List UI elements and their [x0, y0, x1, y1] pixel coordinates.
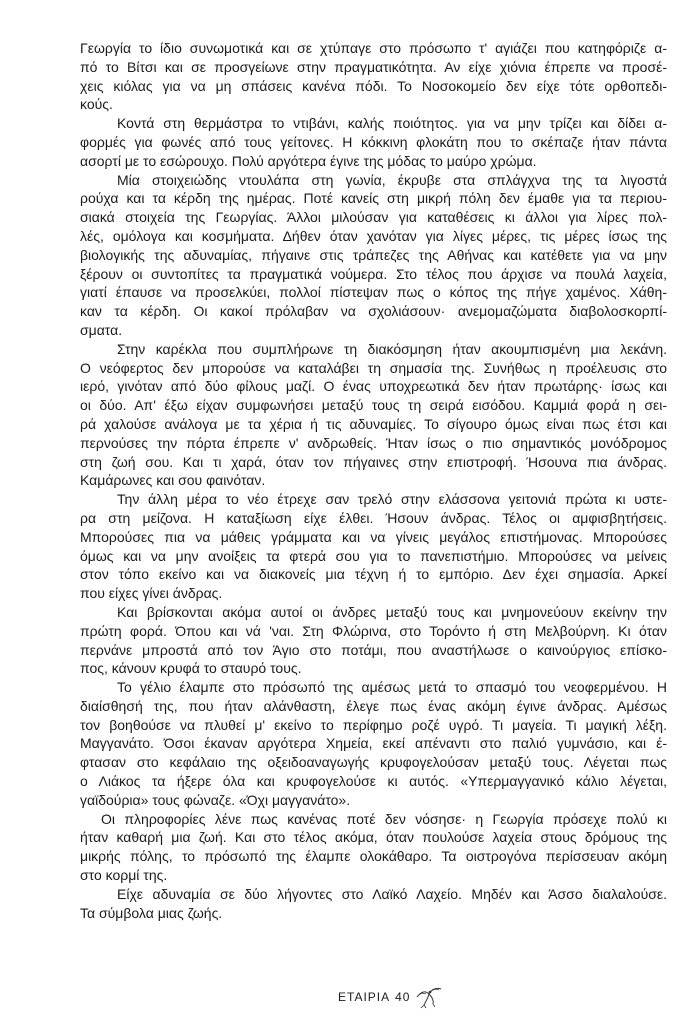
text-line: περνάνε μπροστά από τον Άγιο στο ποτάμι, που αναστήλωσε ο καινούργιος επίσκο- — [80, 641, 667, 658]
text-line: ο Λιάκος τα ήξερε όλα και κρυφογελούσε κι αυτός. «Υπερμαγγανικό κάλιο λέγεται, — [80, 773, 667, 790]
text-line: όμως και να μην ανοίξεις τα φτερά σου για το πανεπιστήμιο. Μπορούσες να μείνεις — [80, 547, 667, 564]
text-line: φτασαν στο κεφάλαιο της οξειδοαναγωγής κρυφογελούσαν μεταξύ τους. Λέγεται πως — [80, 754, 667, 771]
text-line: ήταν καθαρή μια ζωή. Και στο τέλος ακόμα, όταν πουλούσε λαχεία στους δρόμους της — [80, 829, 667, 846]
text-line: στον τόπο εκείνο και να διακονείς μια τέχνη ή το εμπόριο. Δεν έχει σημασία. Αρκεί — [80, 566, 667, 583]
text-line: ιερό, γινόταν από δύο φίλους μαζί. Ο ένας υποχρεωτικά δεν ήταν πρωτάρης· ίσως και — [80, 378, 667, 395]
text-line: πρώτη φορά. Όπου και νά 'ναι. Στη Φλώρινα, στο Τορόντο ή στη Μελβούρνη. Κι όταν — [80, 622, 667, 639]
text-line: μικρής πόλης, το πρόσωπό της έλαμπε ολοκάθαρο. Τα οιστρογόνα περίσσευαν ακόμη — [80, 848, 667, 865]
text-line: στο κορμί της. — [80, 867, 168, 884]
paragraph — [80, 885, 667, 923]
paragraph — [80, 114, 667, 170]
text-line: Στην καρέκλα που συμπλήρωνε τη διακόσμηση ήταν ακουμπισμένη μια λεκάνη. — [117, 340, 667, 357]
text-line: βιολογικής της αδυναμίας, πήγαινε στις τράπεζες της Αθήνας και κατέθετε για να μην — [80, 246, 667, 263]
page-number: 40 — [395, 990, 411, 1004]
text-line: Είχε αδυναμία σε δύο λήγοντες στο Λαϊκό Λαχείο. Μηδέν και Άσσο διαλαλούσε. — [117, 885, 667, 902]
text-line: Μία στοιχειώδης ντουλάπα στη γωνία, έκρυβε στα σπλάγχνα της τα λιγοστά — [117, 171, 667, 188]
text-line: διαίσθησή της, που ήταν αλάνθαστη, έλεγε πως ένας ακόμη έγινε άνδρας. Αμέσως — [80, 697, 667, 714]
text-line: χεις κιόλας για να μη σπάσεις κανένα πόδι. Το Νοσοκομείο δεν είχε τότε ορθοπεδι- — [80, 77, 667, 94]
text-line: πό το Βίτσι και σε προσγείωνε στην πραγματικότητα. Αν είχε χιόνια έπρεπε να προσέ- — [80, 58, 667, 75]
text-line: στη ζωή σου. Και τι χαρά, όταν τον πήγαινες στην επιστροφή. Ήσουνα πια άνδρας. — [80, 453, 667, 470]
text-line: Την άλλη μέρα το νέο έτρεχε σαν τρελό στην ελάσσονα γειτονιά πρώτα κι υστε- — [117, 491, 667, 508]
text-line: Τα σύμβολα μιας ζωής. — [80, 904, 223, 921]
text-line: γιατί έπαυσε να προσελκύει, πολλοί πίστεψαν πως ο κόπος της πήγε χαμένος. Χάθη- — [80, 284, 667, 301]
paragraph — [80, 810, 667, 885]
text-line: κούς. — [80, 96, 113, 113]
text-line: ρά χαλούσε ανάλογα με τα χέρια ή τις αδυναμίες. Το σίγουρο όμως είναι πως έτσι και — [80, 415, 667, 432]
paragraph — [80, 678, 667, 810]
text-line: τον βοηθούσε να πλυθεί μ' εκείνο το περίφημο ροζέ υγρό. Τι μαγεία. Τι μαγική λέξη. — [80, 716, 667, 733]
text-line: ρα στη μείζονα. Η καταξίωση είχε έλθει. Ήσουν άνδρας. Τέλος οι αμφισβητήσεις. — [80, 509, 667, 526]
body-text — [80, 39, 667, 922]
text-line: Μαγγανάτο. Όσοι έκαναν αργότερα Χημεία, εκεί απέναντι στο παλιό γυμνάσιο, και έ- — [80, 735, 667, 752]
text-line: σιακά στοιχεία της Γεωργίας. Άλλοι μιλούσαν για καταθέσεις κι άλλοι για λίρες πολ- — [80, 209, 667, 226]
text-line: που είχες γίνει άνδρας. — [80, 585, 223, 602]
paragraph — [80, 171, 667, 340]
paragraph — [80, 490, 667, 603]
text-line: Το γέλιο έλαμπε στο πρόσωπό της αμέσως μετά το σπασμό του νεοφερμένου. Η — [117, 679, 667, 696]
text-line: Ο νεόφερτος δεν μπορούσε να καταλάβει τη σημασία της. Συνήθως η προέλευσις στο — [80, 359, 667, 376]
text-line: καν τα κέρδη. Οι κακοί πρόλαβαν να σχολιάσουν· ανεμομαζώματα διαβολοσκορπί- — [80, 303, 667, 320]
text-line: ξέρουν οι συντοπίτες τα πραγματικά νούμερα. Στο τέλος που άρχισε να πουλά λαχεία, — [80, 265, 667, 282]
paragraph — [80, 603, 667, 678]
text-line: ασορτί με το εσώρουχο. Πολύ αργότερα έγινε της μόδας το μαύρο χρώμα. — [80, 152, 537, 169]
text-line: σματα. — [80, 321, 123, 338]
text-line: οι δύο. Απ' έξω είχαν συμφωνήσει μεταξύ τους τη σειρά εισόδου. Καμμιά φορά η σει- — [80, 397, 667, 414]
text-line: γαϊδούρια» τους φώναζε. «Όχι μαγγανάτο». — [80, 791, 351, 808]
text-line: πος, κάνουν κρυφά το σταυρό τους. — [80, 660, 302, 677]
text-line: Και βρίσκονται ακόμα αυτοί οι άνδρες μεταξύ τους και μνημονεύουν εκείνην την — [117, 603, 667, 620]
text-line: λές, ομόλογα και κοσμήματα. Δήθεν όταν χανόταν για λίγες μέρες, τις μέρες ίσως της — [80, 227, 667, 244]
text-line: Γεωργία το ίδιο συνωμοτικά και σε χτύπαγε στο πρόσωπο τ' αγιάζει που κατηφόριζε α- — [80, 40, 667, 56]
text-line: ρούχα και τα κέρδη της ημέρας. Ποτέ κανείς στη μικρή πόλη δεν έμαθε για τα περιου- — [80, 190, 667, 207]
text-line: περνούσες την πόρτα έπρεπε ν' ανδρωθείς. Ήταν ίσως ο πιο σημαντικός μονόδρομος — [80, 434, 667, 451]
text-line: Καμάρωνες και σου φαινόταν. — [80, 472, 266, 489]
paragraph — [80, 340, 667, 490]
text-line: Οι πληροφορίες λένε πως κανένας ποτέ δεν νόσησε· η Γεωργία πρόσεχε πολύ κι — [101, 810, 667, 827]
text-line: φορμές για φωνές από τους γείτονες. Η κόκκινη φλοκάτη που το σκέπαζε ήταν πάντα — [80, 133, 667, 150]
paragraph — [80, 39, 667, 114]
publication-name: ΕΤΑΙΡΙΑ — [338, 990, 391, 1004]
ornament-icon — [414, 984, 444, 1010]
text-line: Μπορούσες πια να μάθεις γράμματα και να γίνεις μεγάλος επιστήμονας. Μπορούσες — [80, 528, 667, 545]
text-line: Κοντά στη θερμάστρα το ντιβάνι, καλής ποιότητος. για να μην τρίζει και δίδει α- — [117, 115, 667, 132]
page-footer — [338, 984, 444, 1010]
